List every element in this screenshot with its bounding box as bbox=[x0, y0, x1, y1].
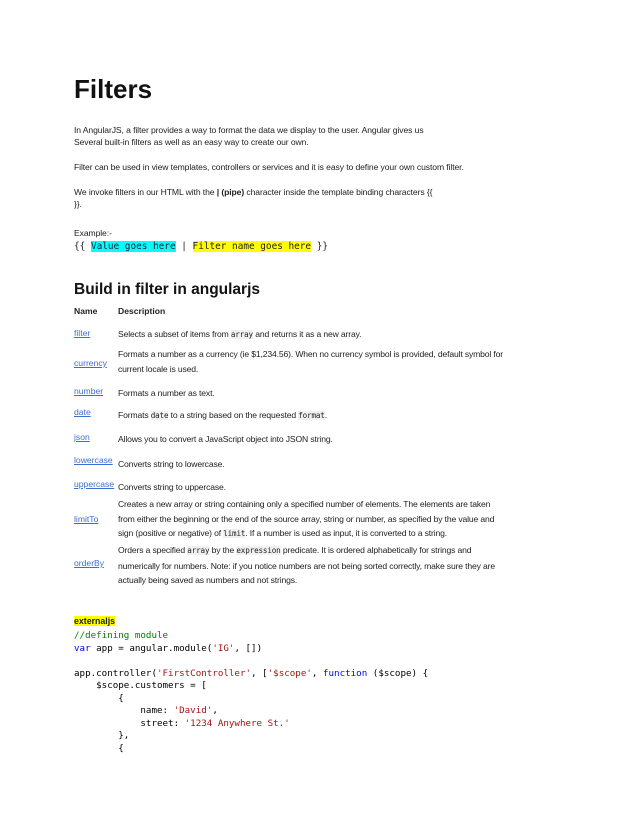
desc-line bbox=[118, 543, 568, 559]
currency-description bbox=[118, 347, 568, 376]
code-string: 'IG' bbox=[212, 642, 235, 654]
code-comment: //defining module bbox=[74, 630, 169, 641]
desc-text: by the bbox=[209, 545, 237, 555]
example-filter: Filter name goes here bbox=[192, 241, 312, 252]
desc-line: current locale is used. bbox=[118, 363, 199, 374]
table-header-description: Description bbox=[118, 306, 166, 316]
pipe-bold: | (pipe) bbox=[216, 187, 245, 197]
code-string: 'David' bbox=[173, 705, 213, 716]
desc-text: and returns it as a new array. bbox=[252, 329, 362, 339]
code-text: { bbox=[74, 742, 124, 754]
inline-code: limit bbox=[223, 529, 246, 538]
desc-text: Formats bbox=[118, 410, 151, 420]
date-description bbox=[118, 408, 568, 424]
code-text: , bbox=[311, 667, 323, 679]
intro-line-2: Several built-in filters as well as an easy way to create our own. bbox=[74, 137, 309, 147]
code-text: app = angular.module( bbox=[90, 642, 213, 654]
example-value: Value goes here bbox=[90, 241, 176, 252]
code-text: ($scope) { bbox=[367, 667, 429, 679]
externaljs-label: externaljs bbox=[74, 616, 116, 626]
intro-paragraph-2: Filter can be used in view templates, controllers or services and it is easy to define your own custom filter. bbox=[74, 162, 464, 172]
code-text: app.controller( bbox=[74, 667, 157, 679]
code-keyword: var bbox=[74, 642, 91, 654]
filter-link[interactable]: filter bbox=[74, 328, 91, 338]
desc-text: sign (positive or negative) of bbox=[118, 528, 224, 538]
desc-text: . If a number is used as input, it is converted to a string. bbox=[245, 528, 447, 538]
desc-text: to a string based on the requested bbox=[168, 410, 299, 420]
desc-text: Orders a specified bbox=[118, 545, 188, 555]
uppercase-link[interactable]: uppercase bbox=[74, 479, 115, 489]
example-code bbox=[74, 240, 328, 253]
inline-code: array bbox=[230, 330, 253, 339]
desc-line: from either the beginning or the end of the source array, string or number, as specified by the value and bbox=[118, 513, 495, 524]
example-sep: | bbox=[175, 241, 193, 252]
code-text: , []) bbox=[234, 642, 263, 654]
desc-text: Selects a subset of items from bbox=[118, 329, 231, 339]
desc-text: . bbox=[324, 410, 327, 420]
json-description: Allows you to convert a JavaScript object into JSON string. bbox=[118, 434, 333, 444]
code-string: 'FirstController' bbox=[156, 667, 252, 679]
example-label: Example:- bbox=[74, 228, 112, 238]
table-header-name: Name bbox=[74, 306, 98, 316]
page-title: Filters bbox=[74, 74, 153, 104]
intro-paragraph-3 bbox=[74, 186, 432, 198]
intro-paragraph-3-line-2: }}. bbox=[74, 199, 82, 209]
inline-code: format bbox=[298, 411, 325, 420]
code-text: street: bbox=[74, 717, 185, 729]
date-link[interactable]: date bbox=[74, 407, 91, 417]
intro-line-1: In AngularJS, a filter provides a way to format the data we display to the user. Angular gives us bbox=[74, 125, 424, 135]
currency-link[interactable]: currency bbox=[74, 358, 107, 368]
para3-pre: We invoke filters in our HTML with the bbox=[74, 187, 217, 197]
code-text: name: bbox=[74, 705, 174, 716]
inline-code: array bbox=[187, 546, 210, 555]
code-text: , bbox=[212, 705, 218, 716]
code-text: $scope.customers = [ bbox=[74, 680, 207, 691]
orderby-description bbox=[118, 543, 568, 588]
lowercase-link[interactable]: lowercase bbox=[74, 455, 113, 465]
code-block bbox=[74, 630, 428, 755]
desc-line bbox=[118, 526, 568, 542]
desc-line: actually being saved as numbers and not strings. bbox=[118, 575, 298, 585]
desc-line: Creates a new array or string containing only a specified number of elements. The elements are taken bbox=[118, 499, 491, 509]
code-string: '1234 Anywhere St.' bbox=[184, 717, 290, 729]
example-close: }} bbox=[311, 241, 329, 252]
desc-text: predicate. It is ordered alphabetically for strings and bbox=[280, 545, 472, 555]
section-title: Build in filter in angularjs bbox=[74, 281, 261, 298]
code-text: }, bbox=[74, 730, 130, 741]
inline-code: expression bbox=[236, 546, 281, 555]
limitto-description bbox=[118, 497, 568, 542]
desc-line: Formats a number as a currency (ie $1,234.56). When no currency symbol is provided, default symbol for bbox=[118, 349, 503, 359]
number-link[interactable]: number bbox=[74, 386, 104, 396]
example-open: {{ bbox=[74, 241, 91, 252]
limitto-link[interactable]: limitTo bbox=[74, 514, 99, 524]
code-keyword: function bbox=[322, 667, 368, 679]
lowercase-description: Converts string to lowercase. bbox=[118, 459, 225, 469]
number-description: Formats a number as text. bbox=[118, 388, 215, 398]
inline-code: date bbox=[150, 411, 169, 420]
json-link[interactable]: json bbox=[74, 432, 90, 442]
code-text: , [ bbox=[251, 667, 268, 679]
code-text: { bbox=[74, 692, 124, 704]
desc-line: numerically for numbers. Note: if you notice numbers are not being sorted correctly, make sure they are bbox=[118, 560, 496, 571]
uppercase-description: Converts string to uppercase. bbox=[118, 482, 226, 492]
code-string: '$scope' bbox=[267, 667, 312, 679]
para3-post: character inside the template binding characters {{ bbox=[244, 187, 433, 197]
orderby-link[interactable]: orderBy bbox=[74, 558, 105, 568]
filter-description bbox=[118, 327, 568, 343]
